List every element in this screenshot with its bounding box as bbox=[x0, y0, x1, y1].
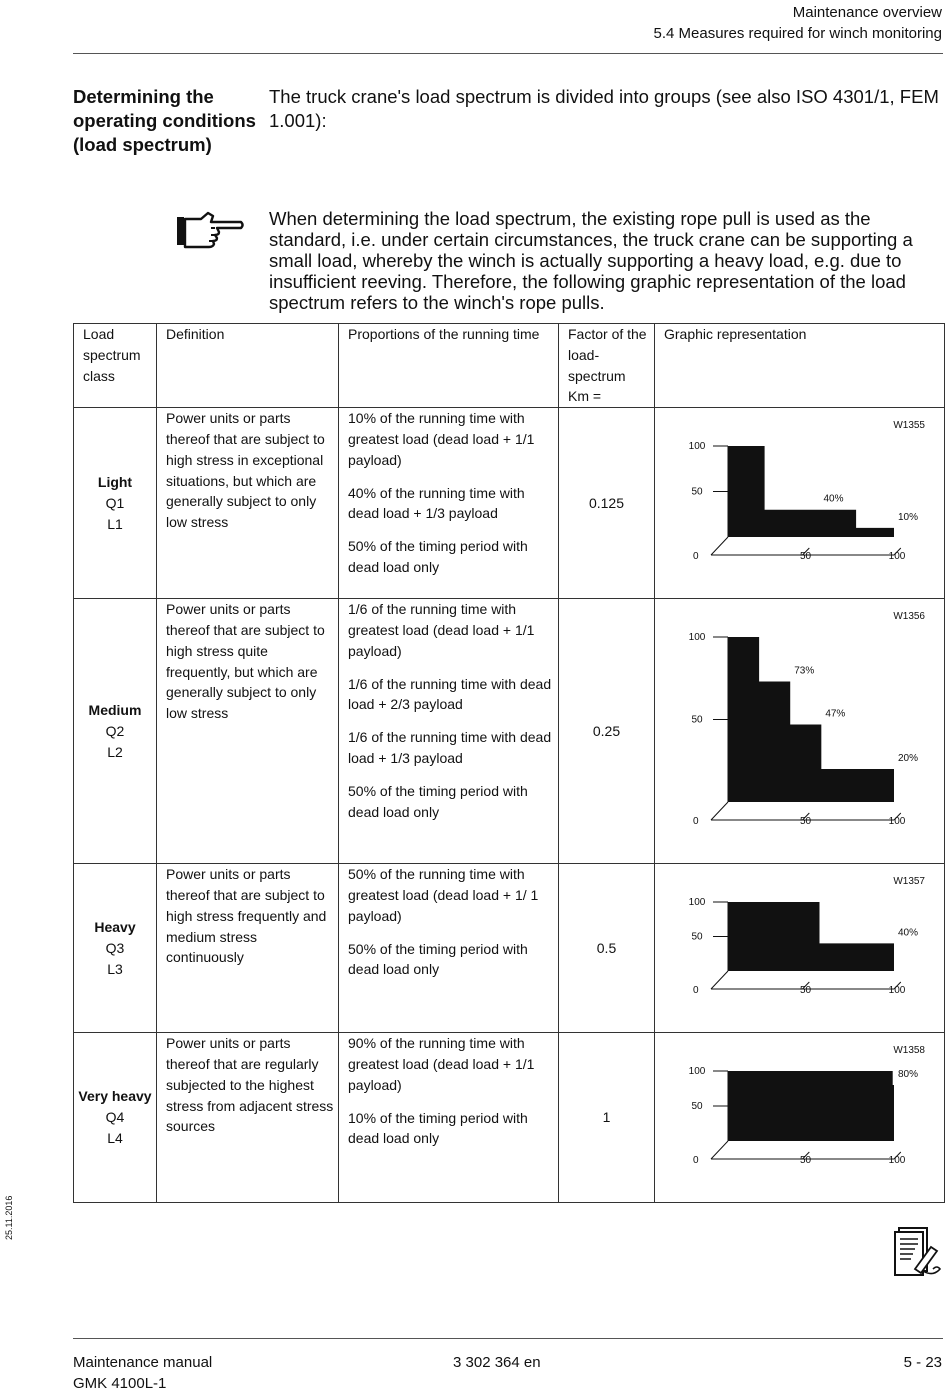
step-percent-label: 80% bbox=[897, 1069, 919, 1081]
load-spectrum-graph bbox=[655, 864, 943, 1031]
proportion-item: 10% of the timing period with dead load only bbox=[348, 1109, 528, 1147]
proportion-item: 10% of the running time with greatest load (dead load + 1/1 payload) bbox=[348, 410, 535, 468]
y-tick-label: 100 bbox=[688, 632, 706, 644]
footer-left bbox=[73, 1352, 212, 1394]
axis-origin-line bbox=[711, 537, 728, 555]
proportion-item: 90% of the running time with greatest load (dead load + 1/1 payload) bbox=[348, 1035, 535, 1093]
manual-book-icon bbox=[893, 1225, 943, 1277]
load-spectrum-table bbox=[73, 323, 945, 1203]
step-percent-label: 20% bbox=[897, 753, 919, 765]
axis-origin-line bbox=[711, 1141, 728, 1159]
header-rule bbox=[73, 53, 943, 54]
x-tick-label: 50 bbox=[799, 551, 812, 563]
definition-cell: Power units or parts thereof that are subject to high stress quite frequently, but which are generally subject to only low stress bbox=[157, 599, 339, 864]
definition-cell: Power units or parts thereof that are regularly subjected to the highest stress from adjacent stress sources bbox=[157, 1033, 339, 1203]
load-class-l: L1 bbox=[107, 515, 123, 532]
km-factor-cell: 0.125 bbox=[559, 408, 655, 599]
load-class-name: Medium bbox=[88, 701, 142, 718]
load-spectrum-graph bbox=[655, 599, 943, 862]
proportions-cell bbox=[339, 864, 559, 1033]
load-class-name: Light bbox=[97, 473, 133, 490]
table-row bbox=[74, 864, 945, 1033]
axis-origin-line bbox=[711, 971, 728, 989]
proportion-item: 40% of the running time with dead load + 1/3 payload bbox=[348, 484, 525, 522]
page-header bbox=[654, 2, 942, 44]
load-spectrum-area bbox=[728, 1071, 894, 1141]
proportions-cell bbox=[339, 1033, 559, 1203]
header-proportions: Proportions of the running time bbox=[339, 324, 559, 408]
step-percent-label: 40% bbox=[823, 493, 844, 505]
table-row bbox=[74, 1033, 945, 1203]
y-tick-label: 50 bbox=[691, 931, 703, 943]
y-tick-label: 50 bbox=[691, 714, 703, 726]
proportion-item: 1/6 of the running time with dead load + 2/3 payload bbox=[348, 675, 552, 713]
graph-code: W1356 bbox=[893, 611, 925, 623]
load-class-l: L4 bbox=[107, 1130, 123, 1147]
y-tick-label: 100 bbox=[688, 897, 706, 909]
graphic-cell bbox=[655, 408, 945, 599]
side-date: 25.11.2016 bbox=[4, 1195, 14, 1240]
footer-doc-number: 3 302 364 en bbox=[453, 1354, 541, 1371]
km-factor-cell: 0.5 bbox=[559, 864, 655, 1033]
x-tick-label: 50 bbox=[799, 816, 812, 828]
footer-model: GMK 4100L-1 bbox=[73, 1375, 167, 1392]
note-text: When determining the load spectrum, the existing rope pull is used as the standard, i.e. under certain circumstances, the truck crane can be supporting a small load, whereby the winch is actually supporting a heavy load, e.g. due to insufficient reeving. Therefore, the following graphic representation of the load spectrum refers to the winch's rope pulls. bbox=[269, 208, 913, 313]
step-percent-label: 47% bbox=[825, 708, 846, 720]
step-percent-label: 40% bbox=[897, 927, 919, 939]
load-class-q: Q2 bbox=[105, 722, 125, 739]
graph-code: W1357 bbox=[893, 876, 925, 888]
header-chapter: Maintenance overview bbox=[792, 4, 942, 21]
load-spectrum-area bbox=[728, 446, 894, 537]
proportion-item: 50% of the running time with greatest load (dead load + 1/ 1 payload) bbox=[348, 866, 539, 924]
pointing-hand-icon bbox=[175, 208, 245, 250]
load-class-cell bbox=[74, 864, 157, 1033]
step-percent-label: 73% bbox=[794, 665, 815, 677]
y-tick-label: 50 bbox=[691, 1101, 703, 1113]
load-class-q: Q3 bbox=[105, 939, 125, 956]
header-factor: Factor of the load-spectrum Km = bbox=[559, 324, 655, 408]
step-percent-label: 10% bbox=[897, 512, 919, 524]
table-row bbox=[74, 408, 945, 599]
x-tick-label: 100 bbox=[888, 985, 906, 997]
proportion-item: 1/6 of the running time with greatest load (dead load + 1/1 payload) bbox=[348, 601, 535, 659]
x-tick-label: 100 bbox=[888, 816, 906, 828]
header-class: Load spectrum class bbox=[74, 324, 157, 408]
load-spectrum-area bbox=[728, 902, 894, 971]
x-tick-label: 50 bbox=[799, 1155, 812, 1167]
origin-label: 0 bbox=[693, 1155, 699, 1167]
load-class-cell bbox=[74, 599, 157, 864]
graph-code: W1355 bbox=[893, 420, 925, 432]
load-class-q: Q4 bbox=[105, 1109, 125, 1126]
page-number: 5 - 23 bbox=[903, 1354, 942, 1371]
intro-text: The truck crane's load spectrum is divided into groups (see also ISO 4301/1, FEM 1.001): bbox=[269, 86, 939, 131]
load-class-name: Heavy bbox=[94, 918, 136, 935]
km-factor-cell: 1 bbox=[559, 1033, 655, 1203]
graphic-cell bbox=[655, 864, 945, 1033]
graph-code: W1358 bbox=[893, 1045, 925, 1057]
graphic-cell bbox=[655, 599, 945, 864]
load-class-cell bbox=[74, 1033, 157, 1203]
axis-origin-line bbox=[711, 802, 728, 820]
proportions-cell bbox=[339, 408, 559, 599]
load-spectrum-graph bbox=[655, 1033, 943, 1201]
km-factor-cell: 0.25 bbox=[559, 599, 655, 864]
load-class-l: L2 bbox=[107, 743, 123, 760]
x-tick-label: 100 bbox=[888, 551, 906, 563]
load-class-l: L3 bbox=[107, 960, 123, 977]
proportions-cell bbox=[339, 599, 559, 864]
footer-manual-title: Maintenance manual bbox=[73, 1354, 213, 1371]
load-spectrum-graph bbox=[655, 408, 943, 597]
graphic-cell bbox=[655, 1033, 945, 1203]
load-class-name: Very heavy bbox=[78, 1088, 152, 1105]
definition-cell: Power units or parts thereof that are subject to high stress in exceptional situations, but which are generally subject to only low stress bbox=[157, 408, 339, 599]
y-tick-label: 100 bbox=[688, 1066, 706, 1078]
origin-label: 0 bbox=[693, 816, 699, 828]
header-section: 5.4 Measures required for winch monitoring bbox=[653, 25, 942, 42]
x-tick-label: 50 bbox=[799, 985, 812, 997]
proportion-item: 1/6 of the running time with dead load + 1/3 payload bbox=[348, 729, 552, 766]
proportion-item: 50% of the timing period with dead load only bbox=[348, 782, 528, 820]
load-class-q: Q1 bbox=[105, 494, 125, 511]
header-definition: Definition bbox=[157, 324, 339, 408]
section-title: Determining the operating conditions (load spectrum) bbox=[73, 86, 256, 155]
table-header-row bbox=[74, 324, 945, 408]
table-row bbox=[74, 599, 945, 864]
definition-cell: Power units or parts thereof that are subject to high stress frequently and medium stress continuously bbox=[157, 864, 339, 1033]
origin-label: 0 bbox=[693, 985, 699, 997]
proportion-item: 50% of the timing period with dead load only bbox=[348, 940, 528, 978]
header-graphic: Graphic representation bbox=[655, 324, 945, 408]
origin-label: 0 bbox=[693, 551, 699, 563]
y-tick-label: 50 bbox=[691, 486, 703, 498]
proportion-item: 50% of the timing period with dead load only bbox=[348, 538, 528, 575]
load-spectrum-area bbox=[728, 637, 894, 802]
x-tick-label: 100 bbox=[888, 1155, 906, 1167]
y-tick-label: 100 bbox=[688, 441, 706, 453]
footer-rule bbox=[73, 1338, 943, 1339]
load-class-cell bbox=[74, 408, 157, 599]
